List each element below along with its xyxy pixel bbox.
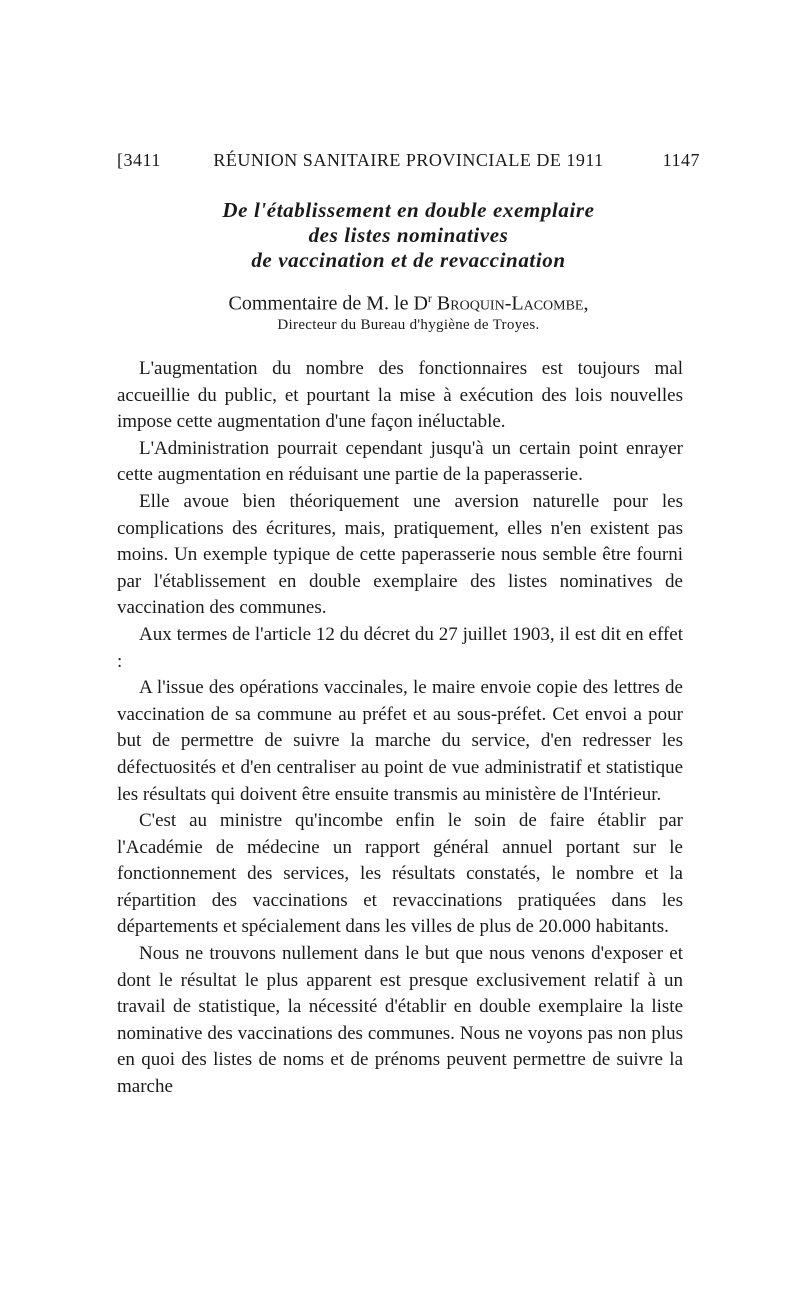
article-title — [117, 198, 700, 273]
title-line-3: de vaccination et de revaccination — [251, 248, 566, 272]
title-line-1: De l'établissement en double exemplaire — [222, 198, 595, 222]
paragraph: C'est au ministre qu'incombe enfin le soin de faire établir par l'Académie de médecine un rapport général annuel portant sur le fonctionnement des services, les résultats constatés, le nombre et la répartition des vaccinations et revaccinations pratiquées dans les départements et spécialement dans les villes de plus de 20.000 habitants. — [117, 810, 683, 938]
title-line-2: des listes nominatives — [308, 223, 509, 247]
commentary-prefix: Commentaire de M. le D — [228, 292, 428, 315]
journal-title: RÉUNION SANITAIRE PROVINCIALE DE 1911 — [213, 150, 604, 170]
author-role: Directeur du Bureau d'hygiène de Troyes. — [277, 317, 540, 333]
author-name: Broquin-Lacombe, — [436, 292, 589, 315]
page-marker: [3411 — [117, 150, 161, 170]
running-head — [117, 150, 700, 176]
paragraph: Aux termes de l'article 12 du décret du 27 juillet 1903, il est dit en effet : — [117, 623, 683, 672]
commentary-author — [117, 285, 700, 317]
paragraph: L'augmentation du nombre des fonctionnaires est toujours mal accueillie du public, et pourtant la mise à exécution des lois nouvelles impose cette augmentation d'une façon inéluctable. — [117, 358, 683, 433]
doctor-abbrev-sup: r — [427, 291, 432, 305]
paragraph: L'Administration pourrait cependant jusqu'à un certain point enrayer cette augmentation en réduisant une partie de la paperasserie. — [117, 437, 683, 486]
page-number: 1147 — [662, 150, 700, 170]
paragraph: Nous ne trouvons nullement dans le but que nous venons d'exposer et dont le résultat le plus apparent est presque exclusivement relatif à un travail de statistique, la nécessité d'établir en double exemplaire la liste nominative des vaccinations des communes. Nous ne voyons pas non plus en quoi des listes de noms et de prénoms peuvent permettre de suivre la marche — [117, 943, 683, 1098]
article-body — [117, 356, 683, 1101]
paragraph: Elle avoue bien théoriquement une aversion naturelle pour les complications des écritures, mais, pratiquement, elles n'en existent pas moins. Un exemple typique de cette paperasserie nous semble être fourni par l'établissement en double exemplaire des listes nominatives de vaccination des communes. — [117, 490, 683, 619]
paragraph: A l'issue des opérations vaccinales, le maire envoie copie des lettres de vaccination de sa commune au préfet et au sous-préfet. Cet envoi a pour but de permettre de suivre la marche du service, d'en redresser les défectuosités et d'en centraliser au point de vue administratif et statistique les résultats qui doivent être ensuite transmis au ministère de l'Intérieur. — [117, 677, 683, 805]
